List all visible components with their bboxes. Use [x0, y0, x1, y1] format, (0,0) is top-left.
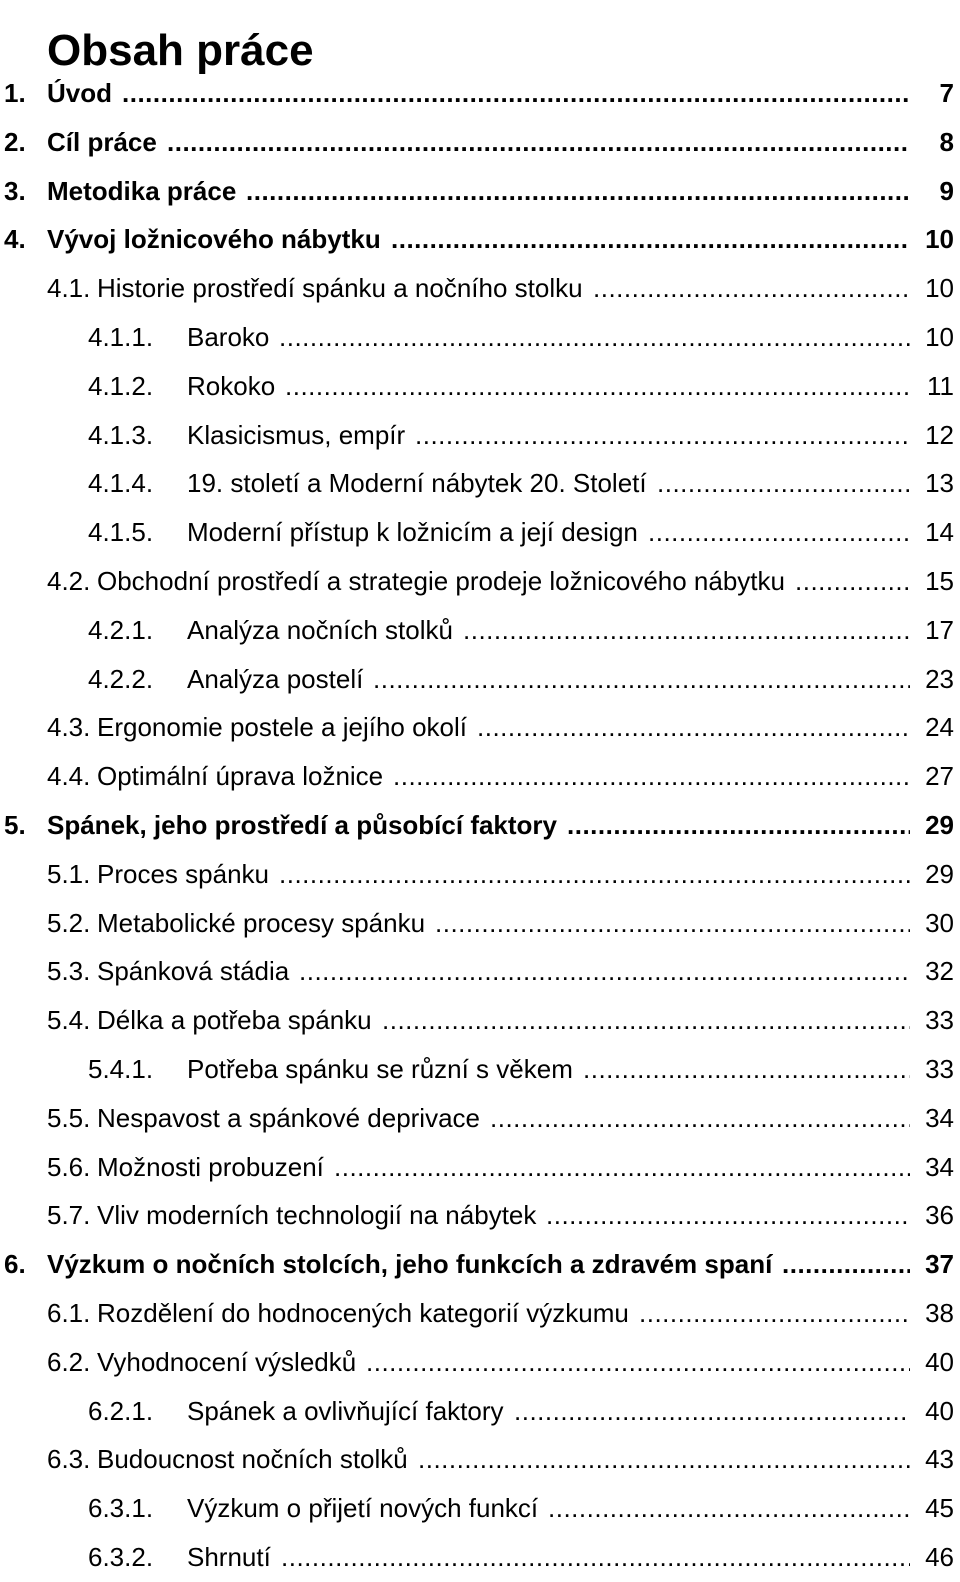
toc-entry-number: 4.4. [47, 761, 91, 792]
toc-entry[interactable] [0, 801, 960, 850]
toc-entry-title: 19. století a Moderní nábytek 20. Století [187, 468, 647, 499]
toc-entry-title: Úvod [47, 78, 112, 108]
toc-entry-page-number: 10 [925, 273, 954, 304]
toc-entry-number: 2. [4, 126, 26, 157]
toc-dot-leader [122, 69, 910, 118]
toc-entry-page-number: 10 [925, 321, 954, 352]
toc-entry-number: 3. [4, 175, 26, 206]
toc-entry[interactable] [0, 264, 960, 313]
toc-entry[interactable] [0, 850, 960, 899]
toc-entry[interactable] [0, 69, 960, 118]
toc-entry-title: Baroko [187, 321, 270, 352]
toc-entry-title: Nespavost a spánkové deprivace [97, 1102, 481, 1133]
toc-entry-number: 5.4. [47, 1005, 91, 1036]
toc-entry-number: 6.1. [47, 1297, 91, 1328]
toc-entry-page-number: 29 [925, 858, 954, 889]
toc-entry-title: Délka a potřeba spánku [97, 1005, 372, 1036]
toc-entry[interactable] [0, 1435, 960, 1484]
toc-entry-number: 4.2.1. [88, 614, 154, 645]
toc-entry-page-number: 10 [925, 224, 954, 255]
toc-entry[interactable] [0, 899, 960, 948]
toc-dot-leader [373, 655, 910, 704]
toc-entry-page-number: 43 [925, 1444, 954, 1475]
toc-entry[interactable] [0, 1338, 960, 1387]
toc-dot-leader [657, 459, 910, 508]
toc-entry-page-number: 32 [925, 956, 954, 987]
toc-dot-leader [167, 118, 910, 167]
toc-entry[interactable] [0, 313, 960, 362]
toc-dot-leader [639, 1289, 910, 1338]
toc-entry-number: 5.3. [47, 956, 91, 987]
toc-entry[interactable] [0, 996, 960, 1045]
toc-entry-title: Historie prostředí spánku a nočního stolku [97, 273, 583, 304]
toc-entry-page-number: 29 [925, 809, 954, 840]
toc-entry-number: 4.1.2. [88, 370, 154, 401]
toc-entry-number: 5.7. [47, 1200, 91, 1231]
toc-entry-number: 1. [4, 78, 26, 108]
toc-entry-number: 6. [4, 1249, 26, 1280]
toc-entry-page-number: 14 [925, 517, 954, 548]
toc-dot-leader [567, 801, 910, 850]
toc-entry-number: 5. [4, 809, 26, 840]
toc-dot-leader [490, 1094, 910, 1143]
toc-entry-title: Analýza postelí [187, 663, 364, 694]
toc-entry-page-number: 46 [925, 1541, 954, 1572]
toc-entry-title: Výzkum o přijetí nových funkcí [187, 1493, 539, 1524]
toc-entry[interactable] [0, 1045, 960, 1094]
toc-entry[interactable] [0, 118, 960, 167]
toc-dot-leader [782, 1240, 910, 1289]
toc-entry-title: Vývoj ložnicového nábytku [47, 224, 381, 255]
toc-dot-leader [279, 313, 910, 362]
toc-dot-leader [285, 362, 910, 411]
toc-entry-title: Rokoko [187, 370, 276, 401]
toc-entry[interactable] [0, 703, 960, 752]
toc-entry-number: 6.2. [47, 1346, 91, 1377]
toc-entry-page-number: 40 [925, 1395, 954, 1426]
toc-entry-page-number: 34 [925, 1102, 954, 1133]
toc-entry-page-number: 15 [925, 565, 954, 596]
toc-entry-number: 4. [4, 224, 26, 255]
toc-entry-number: 4.1.5. [88, 517, 154, 548]
toc-entry-page-number: 40 [925, 1346, 954, 1377]
toc-entry-page-number: 12 [925, 419, 954, 450]
toc-entry-page-number: 33 [925, 1053, 954, 1084]
toc-entry-title: Výzkum o nočních stolcích, jeho funkcích a zdravém spaní [47, 1249, 773, 1280]
toc-entry[interactable] [0, 655, 960, 704]
toc-entry-number: 5.2. [47, 907, 91, 938]
toc-entry-page-number: 17 [925, 614, 954, 645]
toc-entry-page-number: 23 [925, 663, 954, 694]
toc-entry[interactable] [0, 1143, 960, 1192]
toc-dot-leader [382, 996, 910, 1045]
toc-dot-leader [583, 1045, 910, 1094]
toc-entry-number: 6.3. [47, 1444, 91, 1475]
toc-entry-page-number: 37 [925, 1249, 954, 1280]
toc-entry[interactable] [0, 1191, 960, 1240]
toc-entry-title: Klasicismus, empír [187, 419, 406, 450]
toc-dot-leader [593, 264, 910, 313]
toc-entry-page-number: 33 [925, 1005, 954, 1036]
toc-entry[interactable] [0, 1484, 960, 1533]
toc-entry[interactable] [0, 411, 960, 460]
toc-entry-title: Shrnutí [187, 1541, 271, 1572]
toc-dot-leader [246, 167, 910, 216]
toc-entry[interactable] [0, 508, 960, 557]
toc-dot-leader [393, 752, 910, 801]
toc-entry-title: Ergonomie postele a jejího okolí [97, 712, 468, 743]
toc-entry-page-number: 36 [925, 1200, 954, 1231]
toc-entry-title: Vliv moderních technologií na nábytek [97, 1200, 537, 1231]
toc-entry[interactable] [0, 459, 960, 508]
toc-entry-page-number: 24 [925, 712, 954, 743]
toc-dot-leader [334, 1143, 910, 1192]
toc-entry-title: Optimální úprava ložnice [97, 761, 384, 792]
toc-entry-number: 4.1.1. [88, 321, 154, 352]
toc-entry-number: 4.1.3. [88, 419, 154, 450]
toc-entry-page-number: 45 [925, 1493, 954, 1524]
table-of-contents [0, 69, 960, 1582]
toc-entry-page-number: 38 [925, 1297, 954, 1328]
toc-entry-title: Metabolické procesy spánku [97, 907, 426, 938]
toc-entry-title: Metodika práce [47, 175, 237, 206]
toc-entry-title: Spánková stádia [97, 956, 290, 987]
toc-entry-title: Rozdělení do hodnocených kategorií výzkumu [97, 1297, 629, 1328]
toc-dot-leader [514, 1387, 910, 1436]
toc-entry[interactable] [0, 215, 960, 264]
toc-entry-page-number: 8 [939, 126, 954, 157]
toc-entry-number: 6.3.2. [88, 1541, 154, 1572]
toc-entry-page-number: 9 [939, 175, 954, 206]
page-title: Obsah práce [47, 26, 314, 76]
toc-dot-leader [463, 606, 910, 655]
toc-entry[interactable] [0, 1533, 960, 1582]
toc-entry-title: Spánek, jeho prostředí a působící faktory [47, 809, 558, 840]
toc-dot-leader [546, 1191, 910, 1240]
toc-entry-title: Analýza nočních stolků [187, 614, 453, 645]
toc-entry-number: 4.1. [47, 273, 91, 304]
toc-entry-title: Budoucnost nočních stolků [97, 1444, 408, 1475]
toc-dot-leader [795, 557, 910, 606]
toc-entry[interactable] [0, 1289, 960, 1338]
toc-entry-title: Cíl práce [47, 126, 157, 157]
toc-entry-number: 4.2. [47, 565, 91, 596]
toc-entry[interactable] [0, 752, 960, 801]
toc-dot-leader [415, 411, 910, 460]
toc-entry-number: 5.6. [47, 1151, 91, 1182]
toc-entry[interactable] [0, 1240, 960, 1289]
toc-entry-page-number: 27 [925, 761, 954, 792]
toc-dot-leader [648, 508, 910, 557]
toc-entry-title: Moderní přístup k ložnicím a její design [187, 517, 638, 548]
toc-entry-number: 4.2.2. [88, 663, 154, 694]
toc-entry-page-number: 30 [925, 907, 954, 938]
toc-entry-page-number: 34 [925, 1151, 954, 1182]
toc-entry[interactable] [0, 606, 960, 655]
toc-dot-leader [279, 850, 910, 899]
toc-entry-number: 5.5. [47, 1102, 91, 1133]
toc-entry-number: 5.1. [47, 858, 91, 889]
toc-entry-number: 4.3. [47, 712, 91, 743]
toc-entry[interactable] [0, 362, 960, 411]
toc-entry-title: Vyhodnocení výsledků [97, 1346, 357, 1377]
toc-entry-number: 6.3.1. [88, 1493, 154, 1524]
toc-dot-leader [299, 947, 910, 996]
toc-dot-leader [548, 1484, 910, 1533]
toc-entry-page-number: 13 [925, 468, 954, 499]
toc-dot-leader [477, 703, 910, 752]
toc-entry-page-number: 7 [939, 78, 954, 108]
toc-entry[interactable] [0, 1387, 960, 1436]
toc-dot-leader [281, 1533, 910, 1582]
toc-entry-number: 4.1.4. [88, 468, 154, 499]
toc-entry[interactable] [0, 947, 960, 996]
toc-dot-leader [366, 1338, 910, 1387]
toc-entry-page-number: 11 [927, 370, 954, 401]
toc-entry[interactable] [0, 167, 960, 216]
toc-dot-leader [391, 215, 910, 264]
toc-entry[interactable] [0, 557, 960, 606]
toc-entry-title: Spánek a ovlivňující faktory [187, 1395, 504, 1426]
toc-entry-title: Obchodní prostředí a strategie prodeje ložnicového nábytku [97, 565, 785, 596]
toc-entry-number: 6.2.1. [88, 1395, 154, 1426]
toc-entry-title: Možnosti probuzení [97, 1151, 324, 1182]
toc-dot-leader [435, 899, 910, 948]
toc-entry[interactable] [0, 1094, 960, 1143]
toc-entry-title: Potřeba spánku se různí s věkem [187, 1053, 573, 1084]
toc-dot-leader [418, 1435, 910, 1484]
toc-entry-title: Proces spánku [97, 858, 269, 889]
toc-entry-number: 5.4.1. [88, 1053, 154, 1084]
